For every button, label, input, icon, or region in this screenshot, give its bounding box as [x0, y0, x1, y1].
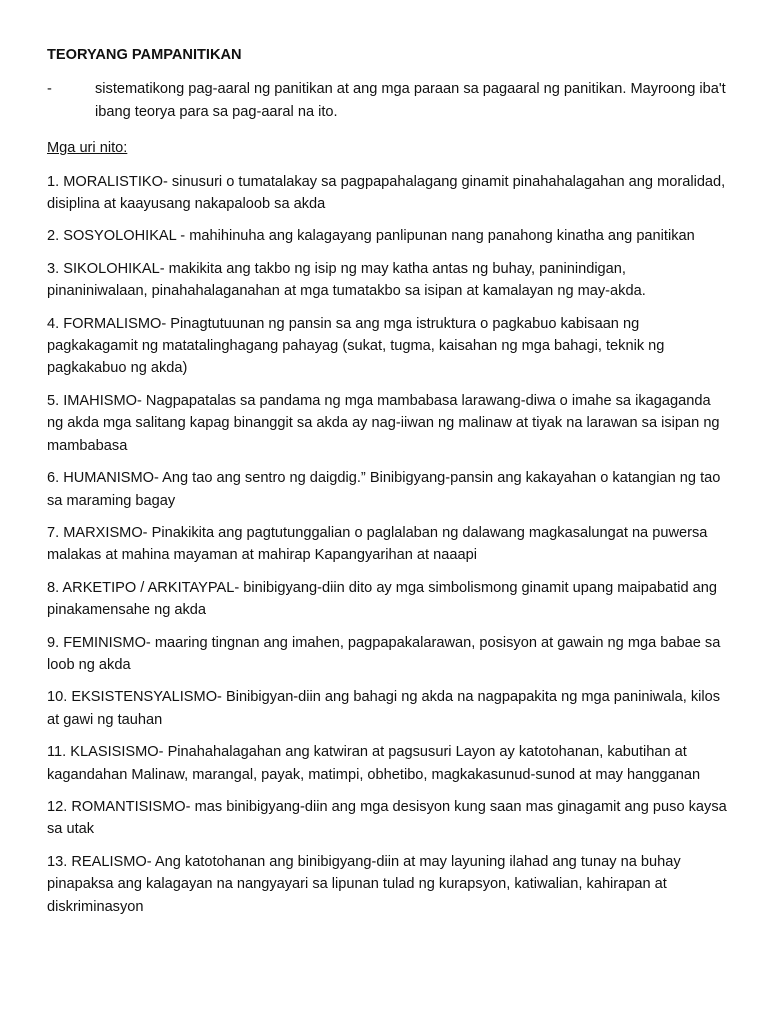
theory-item-sikolohikal: 3. SIKOLOHIKAL- makikita ang takbo ng isip ng may katha antas ng buhay, paninindigan, pinaniniwalaan, pinahahalaganahan at mga tumatakbo sa isipan at kamalayan ng may-akda.	[47, 260, 646, 300]
theory-item-romantisismo: 12. ROMANTISISMO- mas binibigyang-diin ang mga desisyon kung saan mas ginagamit ang puso kaysa sa utak	[47, 798, 727, 838]
document-page	[47, 44, 727, 928]
definition-text: sistematikong pag-aaral ng panitikan at ang mga paraan sa pagaaral ng panitikan. Mayroong iba't ibang teorya para sa pag-aaral na ito.	[95, 81, 726, 120]
theory-item-sosyolohikal: 2. SOSYOLOHIKAL - mahihinuha ang kalagayang panlipunan nang panahong kinatha ang panitikan	[47, 228, 695, 245]
document-title: TEORYANG PAMPANITIKAN	[47, 47, 242, 63]
theory-item-imahismo: 5. IMAHISMO- Nagpapatalas sa pandama ng mga mambabasa larawang-diwa o imahe sa ikagaganda ng akda mga salitang kapag binanggit sa akda ay nag-iiwan ng malinaw at tiyak na larawan sa isipan ng mambabasa	[47, 392, 720, 454]
bullet-dash: -	[47, 81, 52, 98]
theory-item-realismo: 13. REALISMO- Ang katotohanan ang binibigyang-diin at may layuning ilahad ang tunay na buhay pinapaksa ang kalagayan na nangyayari sa lipunan tulad ng kurapsyon, katiwalian, kahirapan at diskriminasyon	[47, 853, 681, 915]
theory-item-klasisismo: 11. KLASISISMO- Pinahahalagahan ang katwiran at pagsusuri Layon ay katotohanan, kabutihan at kagandahan Malinaw, marangal, payak, matimpi, obhetibo, magkakasunud-sunod at may hangganan	[47, 744, 701, 783]
theory-item-arketipo: 8. ARKETIPO / ARKITAYPAL- binibigyang-diin dito ay mga simbolismong ginamit upang maipabatid ang pinakamensahe ng akda	[47, 579, 718, 619]
theory-item-eksistensyalismo: 10. EKSISTENSYALISMO- Binibigyan-diin ang bahagi ng akda na nagpapakita ng mga paniniwala, kilos at gawi ng tauhan	[47, 689, 721, 728]
theory-item-humanismo: 6. HUMANISMO- Ang tao ang sentro ng daigdig.” Binibigyang-pansin ang kakayahan o katangian ng tao sa maraming bagay	[47, 470, 721, 509]
types-heading: Mga uri nito:	[47, 140, 128, 157]
theory-item-moralistiko: 1. MORALISTIKO- sinusuri o tumatalakay sa pagpapahalagang ginamit pinahahalagahan ang moralidad, disiplina at kaayusang nakapaloob sa akda	[47, 173, 726, 213]
definition-bullet-item	[47, 78, 727, 123]
theory-item-formalismo: 4. FORMALISMO- Pinagtutuunan ng pansin sa ang mga istruktura o pagkabuo kabisaan ng pagkakagamit ng matatalinghagang pahayag (sukat, tugma, kaisahan ng mga bahagi, teknik ng pagkakabuo ng akda)	[47, 315, 665, 377]
theory-item-feminismo: 9. FEMINISMO- maaring tingnan ang imahen, pagpapakalarawan, posisyon at gawain ng mga babae sa loob ng akda	[47, 634, 721, 673]
theory-item-marxismo: 7. MARXISMO- Pinakikita ang pagtutunggalian o paglalaban ng dalawang magkasalungat na puwersa malakas at mahina mayaman at mahirap Kapangyarihan at naaapi	[47, 524, 708, 564]
theory-list	[47, 171, 727, 918]
